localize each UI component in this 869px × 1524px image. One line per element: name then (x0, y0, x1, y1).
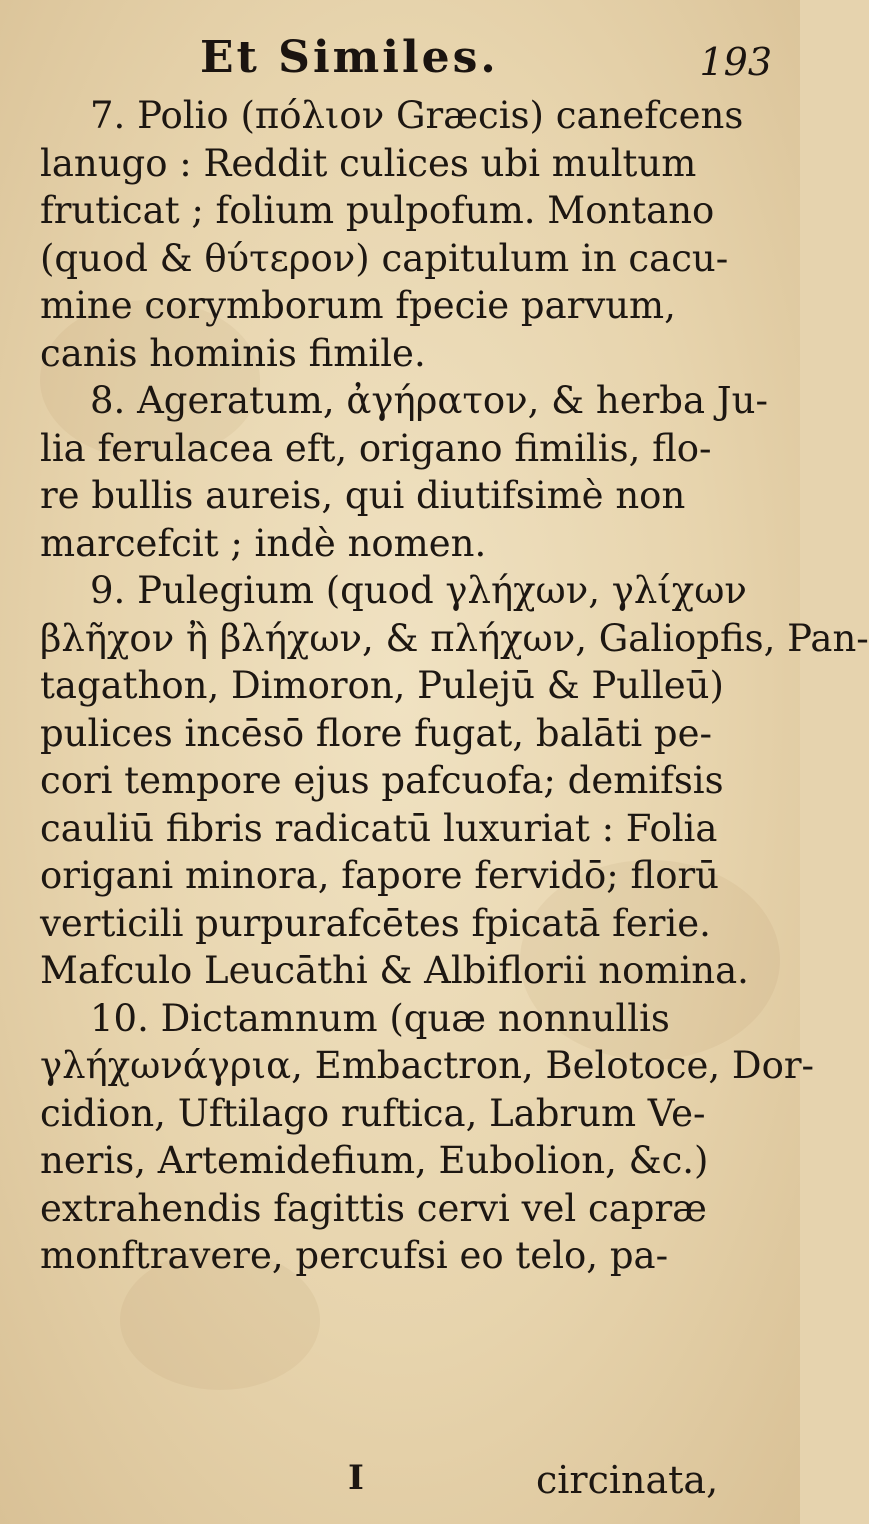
text-line: verticili purpurafcētes fpicatā ferie. (40, 901, 711, 945)
text-line: re bullis aureis, qui diutifsimè non (40, 474, 686, 517)
text-line: 8. Ageratum, ἀγήρατον, & herba Ju- (90, 379, 768, 422)
text-line: 10. Dictamnum (quæ nonnullis (90, 996, 670, 1040)
text-line: monftravere, percufsi eo telo, pa- (40, 1234, 669, 1277)
text-line: 9. Pulegium (quod γλήχων, γλίχων (90, 569, 747, 612)
text-line: marcefcit ; indè nomen. (40, 521, 487, 565)
text-line: extrahendis fagittis cervi vel capræ (40, 1186, 707, 1230)
catchword: circinata, (536, 1458, 719, 1502)
text-line: mine corymborum fpecie parvum, (40, 284, 676, 327)
text-line: tagathon, Dimoron, Pulejū & Pulleū) (40, 664, 724, 707)
signature-mark: I (348, 1458, 364, 1498)
page-header (0, 28, 800, 84)
text-line: canis hominis fimile. (40, 331, 426, 375)
text-line: cori tempore ejus pafcuofa; demifsis (40, 759, 724, 802)
text-line: 7. Polio (πόλιον Græcis) canefcens (90, 94, 744, 137)
text-line: Mafculo Leucāthi & Albiflorii nomina. (40, 949, 749, 992)
text-line: lia ferulacea eft, origano fimilis, flo- (40, 426, 712, 470)
body-text (40, 92, 869, 1280)
text-line: pulices incēsō flore fugat, balāti pe- (40, 711, 712, 755)
page-footer (0, 1458, 800, 1508)
text-line: lanugo : Reddit culices ubi multum (40, 141, 697, 185)
page-number: 193 (699, 40, 772, 84)
text-line: fruticat ; folium pulpofum. Montano (40, 189, 715, 232)
text-line: neris, Artemidefium, Eubolion, &c.) (40, 1139, 709, 1182)
text-line: γλήχωνάγρια, Embactron, Belotoce, Dor- (40, 1044, 815, 1087)
text-line: βλῆχον ἢ βλήχων, & πλήχων, Galiopfis, Pan- (40, 616, 869, 660)
text-line: (quod & θύτερον) capitulum in cacu- (40, 236, 729, 280)
text-line: cauliū fibris radicatū luxuriat : Folia (40, 806, 718, 850)
text-line: cidion, Uftilago ruftica, Labrum Ve- (40, 1091, 706, 1135)
text-line: origani minora, fapore fervidō; florū (40, 854, 719, 897)
running-head: Et Similes. (200, 32, 499, 83)
